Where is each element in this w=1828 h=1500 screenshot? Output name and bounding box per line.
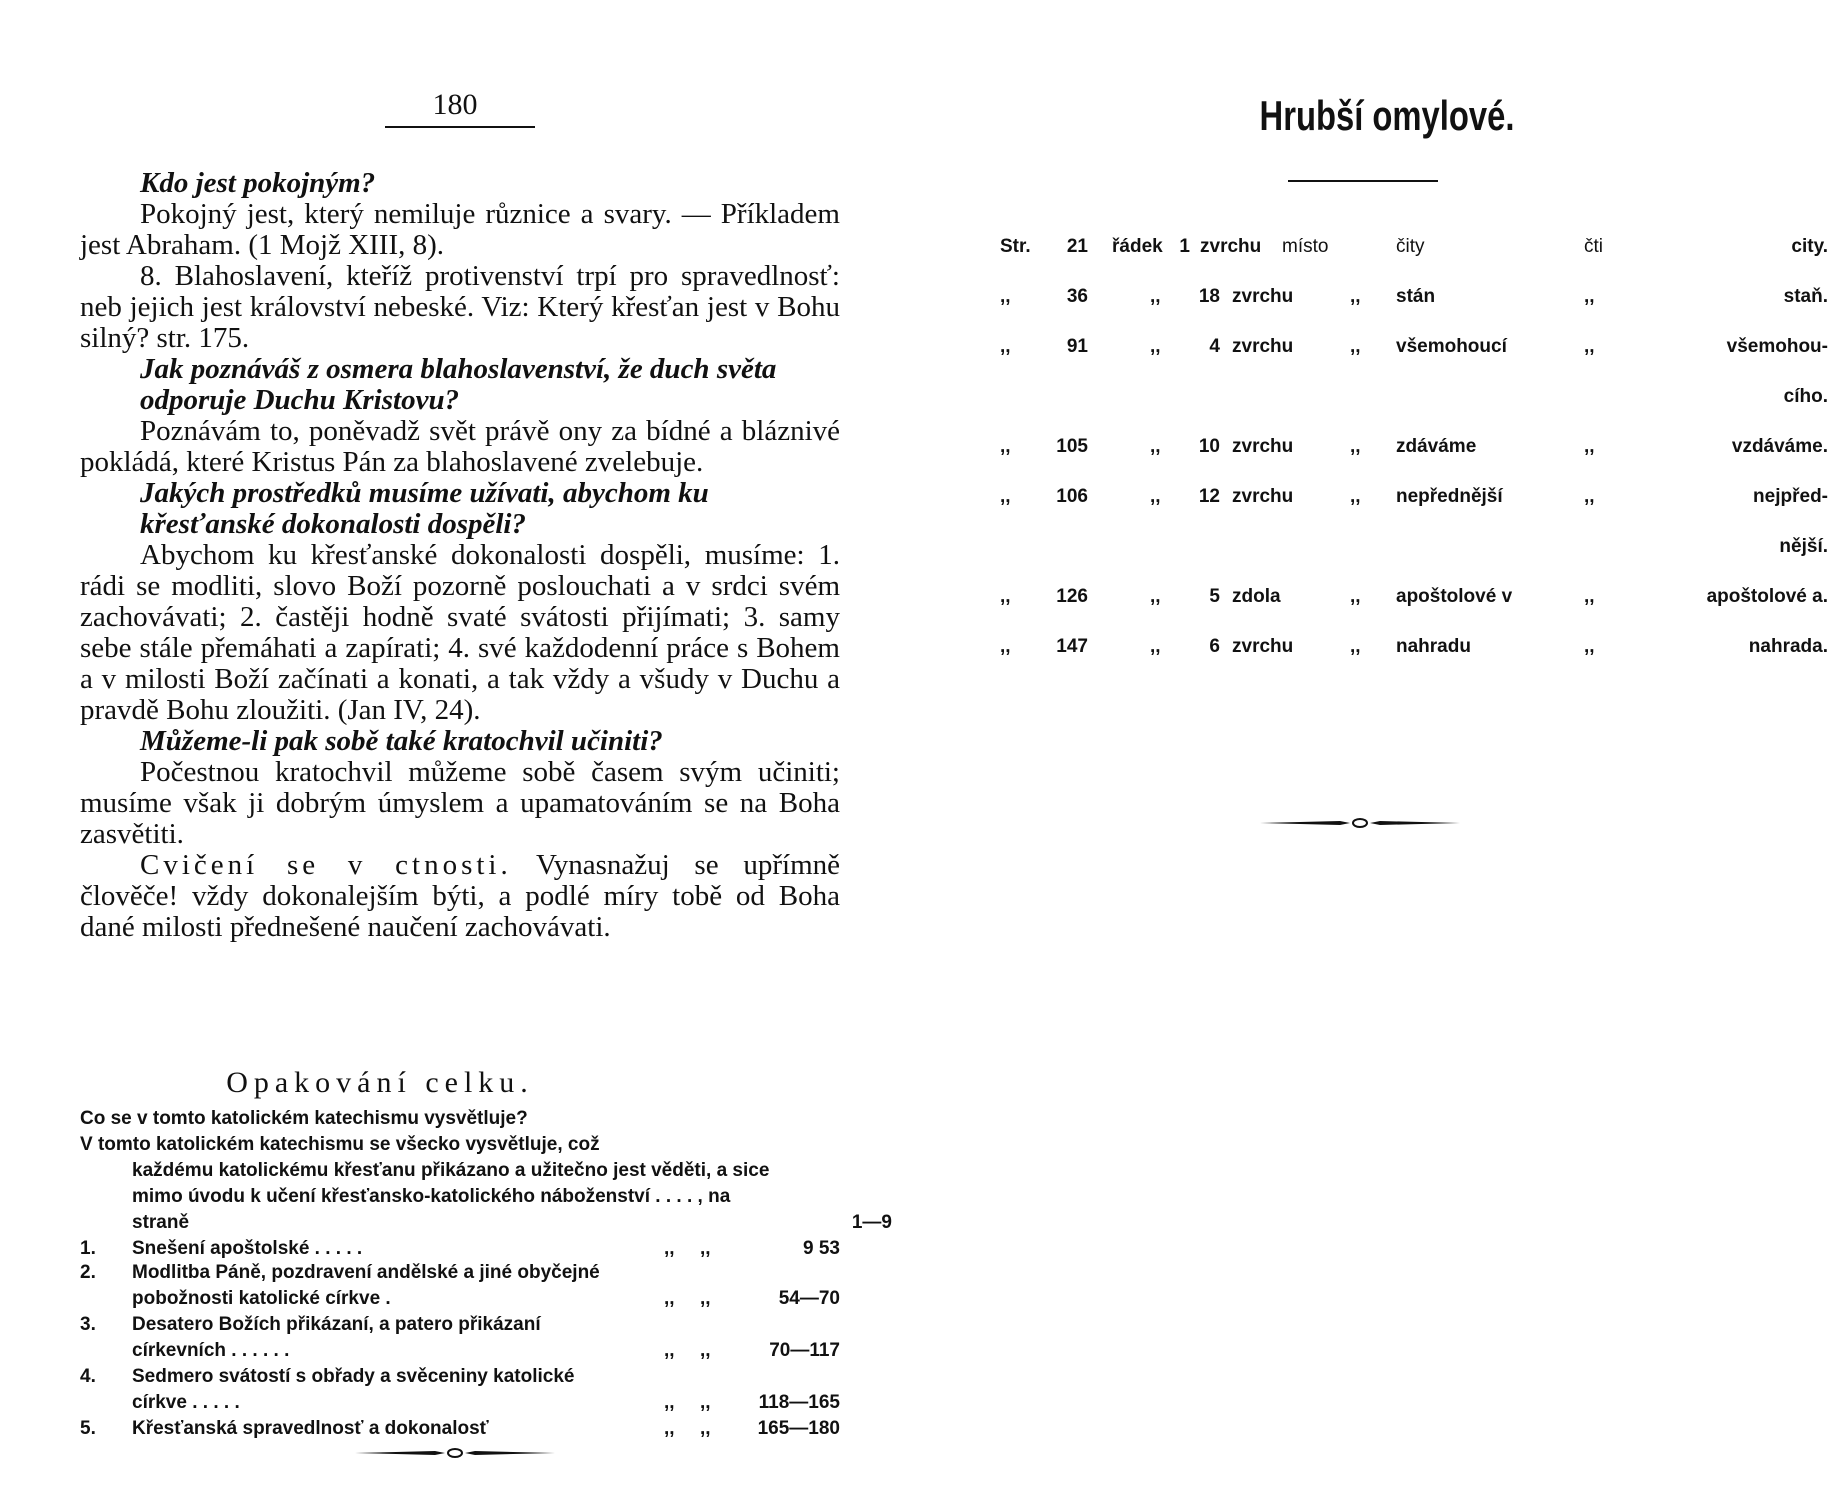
cell-wrong: všemohoucí [1396,336,1507,357]
question: Můžeme-li pak sobě také kratochvil učiniti? [140,725,663,757]
cell-cti: čti [1584,236,1603,257]
cell-radek: ,, [1150,636,1161,657]
item-text: Křesťanská spravedlnosť a dokonalosť [132,1418,489,1439]
cell-line: 1 [1179,236,1190,257]
answer: Abychom ku křesťanské dokonalosti dospěli, musíme: 1. rádi se modliti, slovo Boží pozorně poslouchati a v srdci svém zachovávati; 2. častěji hodně svaté svátosti přijímati; 3. samy sebe stále přemáhati a zapírati; 4. své každodenní práce s Bohem a v milosti Boží začínati a konati, a tak vždy a všudy v Duchu a pravdě Bohu zloužiti. (Jan IV, 24). [80,539,840,726]
summary-answer [80,1132,892,1236]
right-page [960,0,1828,1500]
title-rule [1288,180,1438,182]
summary-answer-rest [80,1158,892,1236]
cell-right: vzdáváme. [1731,436,1828,457]
ditto-mark: ,, [664,1288,675,1309]
summary-answer-rest-text: každému katolickému křesťanu přikázano a užitečno jest věděti, a sice mimo úvodu k učení křesťansko-katolického náboženství . . . . , na straně [132,1160,770,1233]
ditto-mark: ,, [700,1288,711,1309]
cell-wrong: čity [1396,236,1425,257]
answer: Počestnou kratochvil můžeme sobě časem svým učiniti; musíme však ji dobrým úmyslem a upamatováním se na Boha zasvětiti. [80,756,840,850]
cell-right: staň. [1783,286,1828,307]
question: Kdo jest pokojným? [140,167,376,199]
item-number: 5. [80,1418,96,1439]
exercise-paragraph [80,850,840,943]
cell-cti: ,, [1584,336,1595,357]
ditto-mark: ,, [700,1418,711,1439]
cell-radek: ,, [1150,486,1161,507]
ornament-divider [1260,818,1460,828]
cell-misto: ,, [1350,436,1361,457]
cell-wrong: zdáváme [1396,436,1477,457]
cell-position: zvrchu [1232,336,1294,357]
summary-title: Opakování celku. [226,1066,534,1099]
item-pages: 54—70 [778,1288,840,1309]
item-text: Sedmero svátostí s obřady a svěceniny katolické církve . . . . . [132,1366,575,1413]
cell-radek: ,, [1150,336,1161,357]
cell-str: ,, [1000,286,1011,307]
exercise-heading: Cvičení se v ctnosti. [140,849,512,881]
question: Jakých prostředků musíme užívati, abychom ku křesťanské dokonalosti dospěli? [140,477,709,540]
cell-position: zvrchu [1232,436,1294,457]
page-number-rule [385,126,535,128]
cell-page: 21 [1066,236,1088,257]
item-number: 1. [80,1238,96,1259]
table-row [1000,636,1828,666]
cell-wrong: nepřednější [1396,486,1503,507]
cell-position: zvrchu [1232,486,1294,507]
cell-str: ,, [1000,436,1011,457]
cell-misto: ,, [1350,336,1361,357]
answer: Pokojný jest, který nemiluje různice a svary. — Příkladem jest Abraham. (1 Mojž XIII, 8). [80,198,840,261]
cell-page: 91 [1066,336,1088,357]
ditto-mark: ,, [664,1392,675,1413]
cell-line: 18 [1198,286,1220,307]
cell-position: zvrchu [1232,636,1294,657]
summary-answer-first: V tomto katolickém katechismu se všecko vysvětluje, což [80,1134,600,1155]
exercise-text: Vynasnažuj se upřímně člověče! vždy dokonalejším býti, a podlé míry tobě od Boha dané milosti přednešené naučení zachovávati. [80,849,840,943]
cell-cti: ,, [1584,286,1595,307]
cell-position: zdola [1232,586,1281,607]
cell-line: 12 [1198,486,1220,507]
cell-page: 105 [1056,436,1088,457]
cell-right-continued: cího. [1783,386,1828,407]
list-item [80,1364,840,1416]
item-pages: 118—165 [758,1392,840,1413]
cell-line: 4 [1209,336,1220,357]
ditto-mark: ,, [664,1340,675,1361]
ditto-mark: ,, [700,1238,711,1259]
table-row [1000,486,1828,557]
summary-answer-pages: 1—9 [851,1212,892,1233]
list-item [80,1312,840,1364]
item-pages: 9 53 [803,1238,840,1259]
page-number: 180 [432,88,478,121]
table-row [1000,436,1828,466]
cell-radek: ,, [1150,436,1161,457]
table-row [1000,236,1828,266]
paragraph: 8. Blahoslavení, kteříž protivenství trpí pro spravedlnosť: neb jejich jest království nebeské. Viz: Který křesťan jest v Bohu silný? str. 175. [80,260,840,354]
cell-wrong: nahradu [1396,636,1471,657]
cell-misto: ,, [1350,586,1361,607]
cell-wrong: apoštolové v [1396,586,1513,607]
cell-misto: místo [1282,236,1329,257]
cell-page: 36 [1066,286,1088,307]
cell-radek: řádek [1112,236,1163,257]
item-text: Modlitba Páně, pozdravení andělské a jiné obyčejné pobožnosti katolické církve . [132,1262,600,1309]
cell-position: zvrchu [1232,286,1294,307]
table-row [1000,286,1828,316]
item-number: 2. [80,1262,96,1283]
cell-str: ,, [1000,336,1011,357]
left-page [0,0,892,1500]
cell-str: ,, [1000,486,1011,507]
cell-cti: ,, [1584,486,1595,507]
table-row [1000,336,1828,407]
cell-line: 6 [1209,636,1220,657]
ditto-mark: ,, [664,1238,675,1259]
question: Jak poznáváš z osmera blahoslavenství, že duch světa odporuje Duchu Kristovu? [140,353,777,416]
ditto-mark: ,, [664,1418,675,1439]
cell-right-continued: nější. [1779,536,1828,557]
item-number: 3. [80,1314,96,1335]
cell-position: zvrchu [1200,236,1262,257]
cell-right: nahrada. [1748,636,1828,657]
cell-str: Str. [1000,236,1031,257]
item-text: Desatero Božích přikázaní, a patero přikázaní církevních . . . . . . [132,1314,541,1361]
item-text: Snešení apoštolské . . . . . [132,1238,363,1259]
ditto-mark: ,, [700,1392,711,1413]
cell-right: apoštolové a. [1706,586,1828,607]
ditto-mark: ,, [700,1340,711,1361]
cell-str: ,, [1000,586,1011,607]
cell-wrong: stán [1396,286,1436,307]
cell-right: city. [1791,236,1828,257]
catechism-text [80,168,840,943]
cell-cti: ,, [1584,636,1595,657]
cell-radek: ,, [1150,586,1161,607]
list-item [80,1260,840,1312]
errata-title: Hrubší omylové. [1259,92,1515,139]
cell-line: 10 [1198,436,1220,457]
table-row [1000,586,1828,616]
cell-cti: ,, [1584,586,1595,607]
cell-right: nejpřed- [1753,486,1828,507]
item-number: 4. [80,1366,96,1387]
cell-misto: ,, [1350,486,1361,507]
cell-page: 126 [1056,586,1088,607]
answer: Poznávám to, poněvadž svět právě ony za bídné a bláznivé pokládá, které Kristus Pán za blahoslavené zvelebuje. [80,415,840,478]
ornament-divider [355,1448,555,1458]
item-pages: 165—180 [757,1418,840,1439]
cell-page: 106 [1056,486,1088,507]
cell-cti: ,, [1584,436,1595,457]
cell-misto: ,, [1350,286,1361,307]
cell-str: ,, [1000,636,1011,657]
cell-misto: ,, [1350,636,1361,657]
summary-question: Co se v tomto katolickém katechismu vysvětluje? [80,1108,528,1129]
cell-page: 147 [1056,636,1088,657]
cell-radek: ,, [1150,286,1161,307]
cell-line: 5 [1209,586,1220,607]
item-pages: 70—117 [769,1340,840,1361]
cell-right: všemohou- [1726,336,1828,357]
